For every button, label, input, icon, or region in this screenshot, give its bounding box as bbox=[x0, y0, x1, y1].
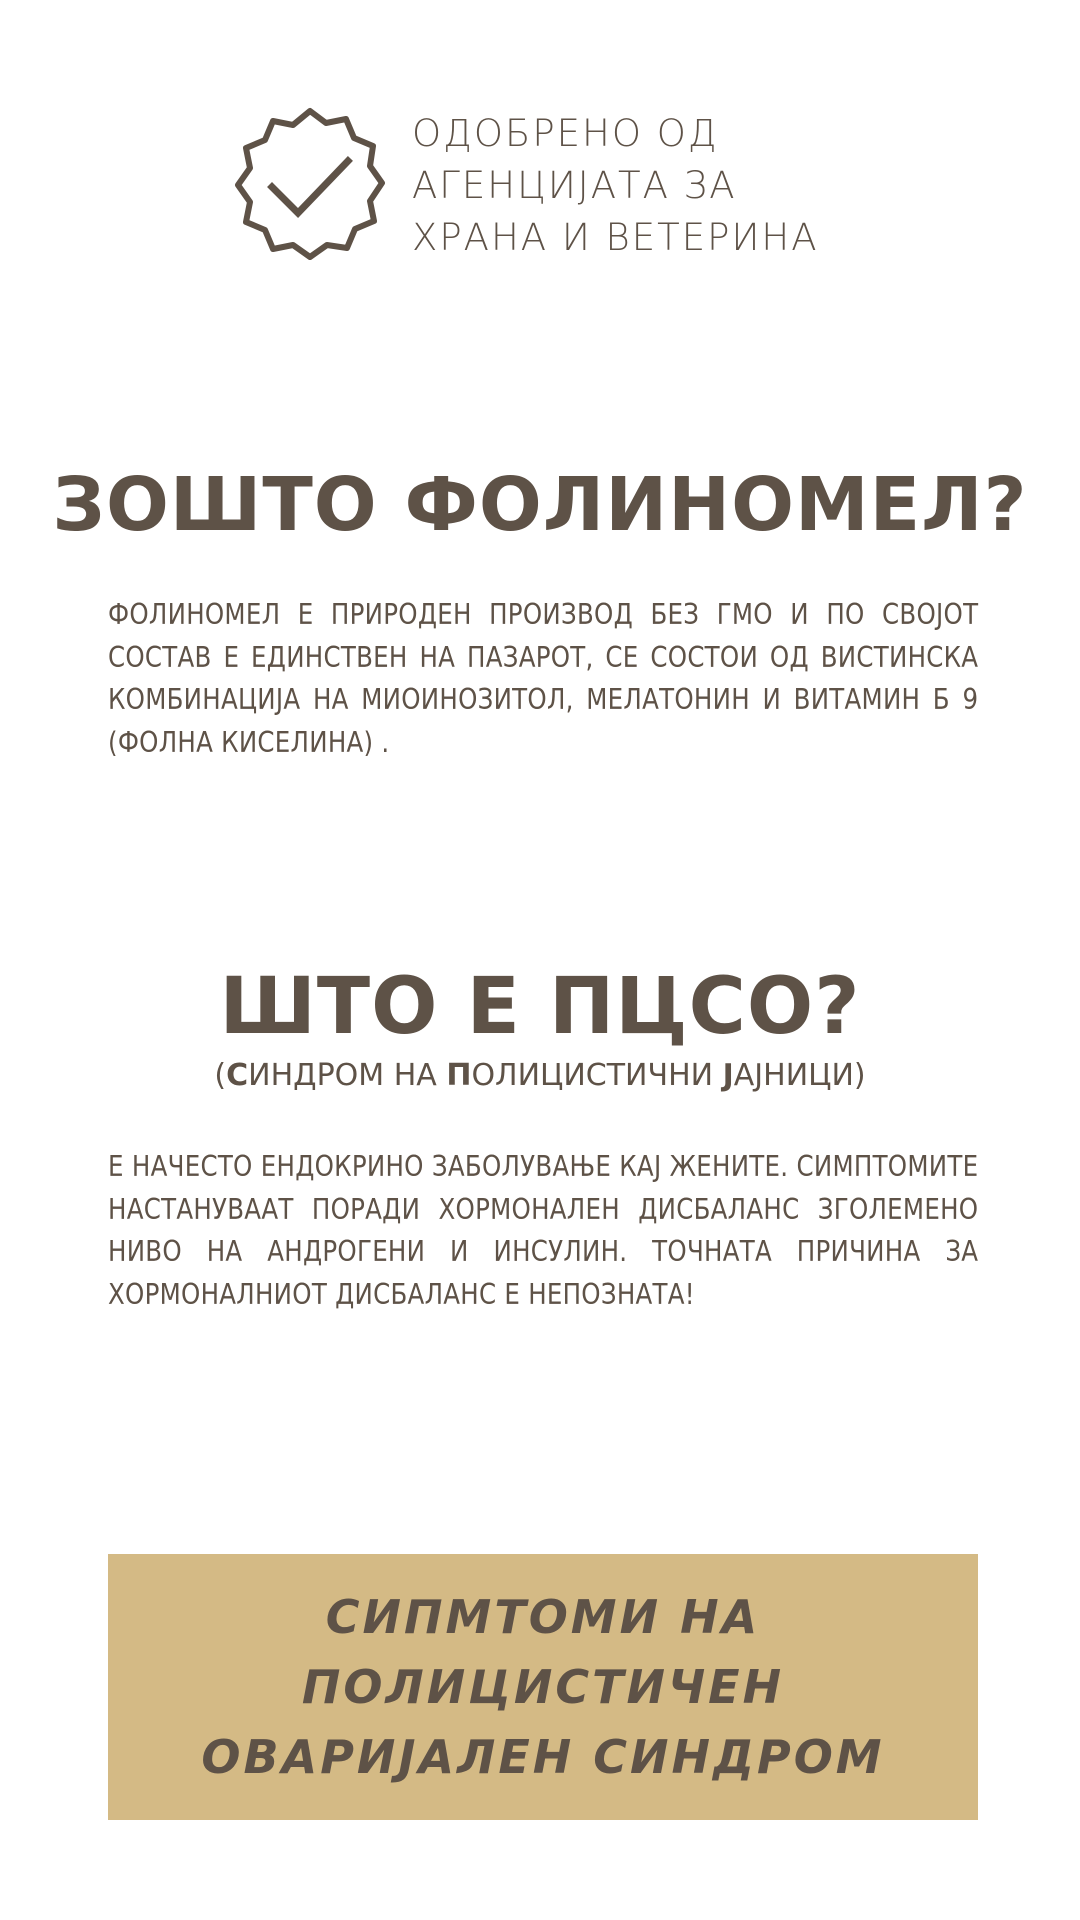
symptoms-banner bbox=[108, 1554, 978, 1820]
subtitle-initial-s: С bbox=[226, 1058, 249, 1093]
subtitle-initial-j: Ј bbox=[722, 1058, 734, 1093]
subtitle-word-3: ОЛИЦИСТИЧНИ bbox=[471, 1058, 723, 1093]
approval-line-2: АГЕНЦИЈАТА ЗА bbox=[412, 164, 737, 207]
section-body-pcos: Е НАЧЕСТО ЕНДОКРИНО ЗАБОЛУВАЊЕ КАЈ ЖЕНИТЕ. СИМПТОМИТЕ НАСТАНУВААТ ПОРАДИ ХОРМОНАЛЕН ДИСБАЛАНС ЗГОЛЕМЕНО НИВО НА АНДРОГЕНИ И ИНСУЛИН. ТОЧНАТА ПРИЧИНА ЗА ХОРМОНАЛНИОТ ДИСБАЛАНС Е НЕПОЗНАТА! bbox=[108, 1150, 979, 1311]
approval-text bbox=[412, 108, 819, 264]
verified-badge-icon bbox=[230, 105, 390, 265]
subtitle-open-paren: ( bbox=[214, 1058, 227, 1093]
subtitle-word-1: ИНДРОМ НА bbox=[248, 1058, 447, 1093]
banner-text bbox=[108, 1582, 978, 1792]
section-body-why: ФОЛИНОМЕЛ Е ПРИРОДЕН ПРОИЗВОД БЕЗ ГМО И ПО СВОЈОТ СОСТАВ Е ЕДИНСТВЕН НА ПАЗАРОТ, СЕ СОСТОИ ОД ВИСТИНСКА КОМБИНАЦИЈА НА МИОИНОЗИТОЛ, МЕЛАТОНИН И ВИТАМИН Б 9 (ФОЛНА КИСЕЛИНА) . bbox=[108, 598, 979, 759]
banner-line-1: СИПМТОМИ НА ПОЛИЦИСТИЧЕН bbox=[301, 1590, 785, 1714]
banner-line-2: ОВАРИЈАЛЕН СИНДРОМ bbox=[201, 1730, 885, 1784]
subtitle-close-paren: ) bbox=[853, 1058, 866, 1093]
section-title-why: ЗОШТО ФОЛИНОМЕЛ? bbox=[52, 462, 1028, 548]
section-subtitle-pcos bbox=[0, 1056, 1080, 1096]
approval-line-3: ХРАНА И ВЕТЕРИНА bbox=[412, 216, 819, 259]
subtitle-initial-p: П bbox=[446, 1058, 472, 1093]
section-title-pcos: ШТО Е ПЦСО? bbox=[219, 962, 861, 1052]
approval-line-1: ОДОБРЕНО ОД bbox=[412, 112, 719, 155]
subtitle-word-4: АЈНИЦИ bbox=[733, 1058, 854, 1093]
